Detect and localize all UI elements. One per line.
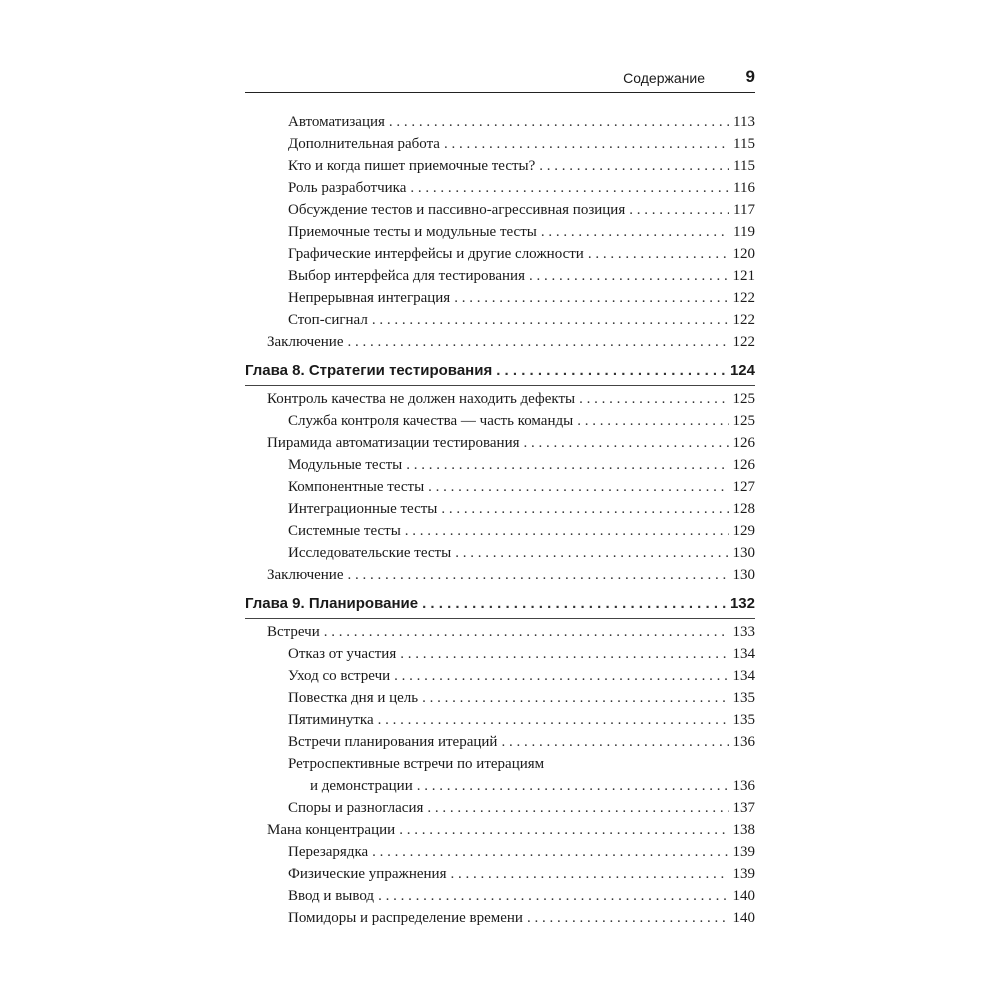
- toc-leader-dots: [529, 265, 729, 287]
- toc-leader-dots: [450, 863, 728, 885]
- toc-entry-page: 117: [733, 202, 755, 218]
- toc-leader-dots: [406, 454, 728, 476]
- toc-entry-page: 130: [732, 545, 755, 561]
- toc-leader-dots: [378, 709, 729, 731]
- toc-entry: [245, 687, 755, 709]
- page-number: 9: [745, 67, 755, 86]
- toc-entry-page: 126: [732, 435, 755, 451]
- toc-entry-page: 122: [732, 312, 755, 328]
- toc-entry-title: Споры и разногласия: [288, 800, 424, 816]
- toc-entry: [245, 287, 755, 309]
- toc-entry-page: 125: [732, 413, 755, 429]
- toc-entry-page: 133: [732, 624, 755, 640]
- toc-leader-dots: [455, 542, 728, 564]
- toc-leader-dots: [524, 432, 729, 454]
- toc-entry-title: Помидоры и распределение времени: [288, 910, 523, 926]
- toc-leader-dots: [405, 520, 729, 542]
- toc-entry-page: 140: [732, 910, 755, 926]
- toc-entry-title: Глава 9. Планирование: [245, 595, 419, 612]
- toc-entry-page: 121: [732, 268, 755, 284]
- toc-entry-title: Непрерывная интеграция: [288, 290, 451, 306]
- toc-entry-page: 136: [732, 734, 755, 750]
- toc-entry-page: 115: [733, 158, 755, 174]
- toc-entry: [245, 885, 755, 907]
- toc-entry-title: Отказ от участия: [288, 646, 397, 662]
- toc-entry-page: 135: [732, 690, 755, 706]
- toc-entry-title: Уход со встречи: [288, 668, 391, 684]
- toc-entry: [245, 432, 755, 454]
- toc-entry-page: 137: [732, 800, 755, 816]
- running-header: [245, 66, 755, 93]
- toc-entry-page: 122: [732, 290, 755, 306]
- toc-entry: [245, 199, 755, 221]
- table-of-contents: [245, 111, 755, 929]
- toc-entry-title: Графические интерфейсы и другие сложности: [288, 246, 584, 262]
- toc-leader-dots: [372, 309, 729, 331]
- toc-entry: [245, 753, 755, 775]
- toc-entry: [245, 133, 755, 155]
- toc-leader-dots: [496, 359, 726, 383]
- toc-entry-page: 139: [732, 866, 755, 882]
- toc-entry-title: Обсуждение тестов и пассивно-агрессивная позиция: [288, 202, 626, 218]
- toc-entry-page: 125: [732, 391, 755, 407]
- toc-entry-title: Дополнительная работа: [288, 136, 440, 152]
- toc-leader-dots: [422, 592, 726, 616]
- toc-entry-title: Повестка дня и цель: [288, 690, 419, 706]
- toc-entry: [245, 111, 755, 133]
- toc-entry-page: 136: [732, 778, 755, 794]
- toc-leader-dots: [410, 177, 729, 199]
- toc-entry-page: 113: [733, 114, 755, 130]
- toc-entry-title: Пятиминутка: [288, 712, 374, 728]
- toc-entry: [245, 665, 755, 687]
- toc-entry-title: Модульные тесты: [288, 457, 403, 473]
- toc-entry-title: Исследовательские тесты: [288, 545, 452, 561]
- toc-leader-dots: [372, 841, 728, 863]
- toc-entry: [245, 643, 755, 665]
- toc-entry-page: 132: [729, 595, 755, 612]
- toc-entry: [245, 841, 755, 863]
- toc-chapter-entry: [245, 592, 755, 619]
- toc-entry: [245, 309, 755, 331]
- toc-entry: [245, 520, 755, 542]
- toc-entry-title: Компонентные тесты: [288, 479, 425, 495]
- toc-leader-dots: [399, 819, 728, 841]
- toc-entry-title: Служба контроля качества — часть команды: [288, 413, 574, 429]
- toc-entry-page: 122: [732, 334, 755, 350]
- toc-leader-dots: [417, 775, 729, 797]
- toc-entry: [245, 221, 755, 243]
- toc-entry-title: Пирамида автоматизации тестирования: [267, 435, 520, 451]
- toc-leader-dots: [454, 287, 728, 309]
- toc-leader-dots: [428, 476, 728, 498]
- toc-entry: [245, 265, 755, 287]
- toc-entry-page: 135: [732, 712, 755, 728]
- toc-leader-dots: [324, 621, 729, 643]
- toc-leader-dots: [394, 665, 728, 687]
- toc-entry: [245, 542, 755, 564]
- toc-entry-title: Кто и когда пишет приемочные тесты?: [288, 158, 536, 174]
- toc-leader-dots: [400, 643, 728, 665]
- toc-entry: [245, 388, 755, 410]
- toc-entry: [245, 819, 755, 841]
- toc-entry: [245, 410, 755, 432]
- toc-leader-dots: [422, 687, 728, 709]
- toc-entry-page: 120: [732, 246, 755, 262]
- toc-entry-page: 124: [729, 362, 755, 379]
- toc-entry-title: Роль разработчика: [288, 180, 407, 196]
- toc-entry-page: 119: [733, 224, 755, 240]
- toc-entry-title: Интеграционные тесты: [288, 501, 438, 517]
- toc-entry-page: 140: [732, 888, 755, 904]
- toc-entry-page: 127: [732, 479, 755, 495]
- toc-leader-dots: [501, 731, 728, 753]
- toc-entry: [245, 476, 755, 498]
- toc-entry-page: 116: [733, 180, 755, 196]
- toc-entry-title: Выбор интерфейса для тестирования: [288, 268, 525, 284]
- toc-leader-dots: [577, 410, 728, 432]
- toc-entry-title: Автоматизация: [288, 114, 385, 130]
- toc-entry: [245, 177, 755, 199]
- toc-leader-dots: [444, 133, 729, 155]
- toc-entry: [245, 454, 755, 476]
- toc-entry-title: Системные тесты: [288, 523, 401, 539]
- toc-entry-title: Стоп-сигнал: [288, 312, 368, 328]
- toc-entry: [245, 155, 755, 177]
- toc-leader-dots: [378, 885, 728, 907]
- toc-entry: [245, 331, 755, 353]
- toc-entry: [245, 797, 755, 819]
- toc-entry-title: Ретроспективные встречи по итерациям: [288, 756, 545, 772]
- toc-entry-title: и демонстрации: [310, 778, 413, 794]
- toc-leader-dots: [588, 243, 729, 265]
- toc-entry-title: Физические упражнения: [288, 866, 447, 882]
- toc-entry-page: 134: [732, 668, 755, 684]
- toc-entry-continuation: [245, 775, 755, 797]
- toc-entry-page: 134: [732, 646, 755, 662]
- toc-entry-title: Встречи: [267, 624, 320, 640]
- toc-entry-page: 130: [732, 567, 755, 583]
- running-header-title: Содержание: [623, 70, 705, 86]
- toc-entry-title: Встречи планирования итераций: [288, 734, 498, 750]
- toc-chapter-entry: [245, 359, 755, 386]
- toc-entry-page: 129: [732, 523, 755, 539]
- toc-entry-title: Заключение: [267, 334, 344, 350]
- toc-entry: [245, 709, 755, 731]
- toc-entry-page: 115: [733, 136, 755, 152]
- toc-entry-title: Мана концентрации: [267, 822, 396, 838]
- toc-entry: [245, 621, 755, 643]
- toc-entry: [245, 498, 755, 520]
- toc-leader-dots: [348, 564, 729, 586]
- toc-entry-page: 138: [732, 822, 755, 838]
- toc-entry: [245, 907, 755, 929]
- toc-leader-dots: [527, 907, 729, 929]
- toc-entry-page: 139: [732, 844, 755, 860]
- toc-leader-dots: [579, 388, 728, 410]
- toc-entry: [245, 243, 755, 265]
- toc-leader-dots: [441, 498, 728, 520]
- toc-entry: [245, 731, 755, 753]
- toc-leader-dots: [427, 797, 728, 819]
- toc-leader-dots: [539, 155, 729, 177]
- toc-entry-title: Глава 8. Стратегии тестирования: [245, 362, 493, 379]
- toc-entry-title: Ввод и вывод: [288, 888, 375, 904]
- toc-entry-page: 128: [732, 501, 755, 517]
- toc-entry-title: Перезарядка: [288, 844, 369, 860]
- toc-leader-dots: [389, 111, 729, 133]
- toc-entry-title: Контроль качества не должен находить дефекты: [267, 391, 576, 407]
- toc-entry: [245, 863, 755, 885]
- toc-leader-dots: [541, 221, 729, 243]
- toc-entry: [245, 564, 755, 586]
- toc-leader-dots: [629, 199, 729, 221]
- toc-leader-dots: [348, 331, 729, 353]
- toc-entry-page: 126: [732, 457, 755, 473]
- toc-entry-title: Приемочные тесты и модульные тесты: [288, 224, 537, 240]
- toc-entry-title: Заключение: [267, 567, 344, 583]
